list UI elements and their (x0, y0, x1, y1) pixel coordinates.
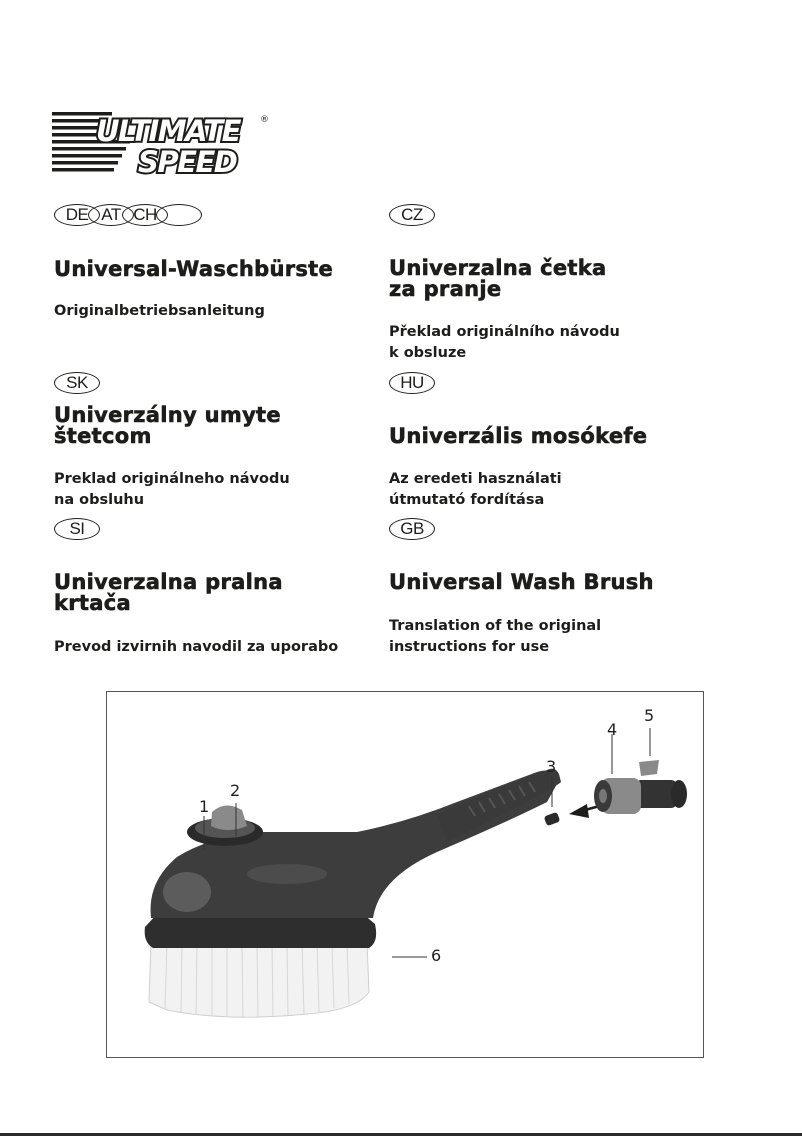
callout-1: 1 (199, 797, 210, 816)
svg-text:SPEED: SPEED (138, 145, 237, 176)
subtitle-gb (389, 616, 601, 658)
bristles-icon (149, 942, 369, 1017)
ultimate-speed-logo (52, 110, 272, 176)
country-badge-cz: CZ (389, 204, 435, 226)
title-cz (389, 258, 606, 300)
country-badge-hu: HU (389, 372, 435, 394)
country-badges-gb (389, 518, 435, 540)
subtitle-si: Prevod izvirnih navodil za uporabo (54, 639, 339, 655)
shutoff-lever-icon (639, 760, 659, 776)
subtitle-hu (389, 469, 562, 511)
hose-connector-icon (594, 760, 687, 814)
country-badges-sk (54, 372, 100, 394)
country-badge-gb: GB (389, 518, 435, 540)
callout-5: 5 (644, 706, 655, 725)
nozzle-icon (544, 812, 561, 826)
subtitle-sk-line2: na obsluhu (54, 492, 145, 508)
subtitle-de: Originalbetriebsanleitung (54, 303, 265, 319)
subtitle-hu-line2: útmutató fordítása (389, 492, 545, 508)
callout-3: 3 (546, 757, 557, 776)
callout-2: 2 (230, 781, 241, 800)
wash-brush-illustration (107, 692, 703, 1057)
logo-stripes-icon (52, 110, 272, 176)
brush-rim-icon (145, 914, 376, 948)
subtitle-sk-line1: Preklad originálneho návodu (54, 471, 290, 487)
callout-4: 4 (607, 720, 618, 739)
title-sk-line1: Univerzálny umyte (54, 403, 281, 427)
svg-text:®: ® (260, 115, 269, 125)
subtitle-gb-line2: instructions for use (389, 639, 550, 655)
callout-6: 6 (431, 946, 442, 965)
country-badge-at: AT (88, 204, 134, 226)
subtitle-gb-line1: Translation of the original (389, 618, 602, 634)
title-gb: Universal Wash Brush (389, 570, 654, 594)
subtitle-sk (54, 469, 290, 511)
country-badge-de: DE (54, 204, 100, 226)
country-badge-blank (156, 204, 202, 226)
title-cz-line2: za pranje (389, 277, 502, 301)
country-badges-hu (389, 372, 435, 394)
title-si (54, 572, 283, 614)
subtitle-cz (389, 322, 620, 364)
title-de: Universal-Waschbürste (54, 257, 334, 281)
country-badges-de-at-ch (54, 204, 202, 226)
country-badge-ch: CH (122, 204, 168, 226)
title-sk (54, 405, 281, 447)
country-badge-si: SI (54, 518, 100, 540)
title-hu: Univerzális mosókefe (389, 424, 648, 448)
title-cz-line1: Univerzalna četka (389, 256, 607, 280)
country-badges-si (54, 518, 100, 540)
title-si-line1: Univerzalna pralna (54, 570, 283, 594)
country-badges-cz (389, 204, 435, 226)
title-sk-line2: štetcom (54, 424, 152, 448)
title-si-line2: krtača (54, 591, 131, 615)
country-badge-sk: SK (54, 372, 100, 394)
subtitle-hu-line1: Az eredeti használati (389, 471, 562, 487)
product-figure (106, 691, 704, 1058)
svg-text:ULTIMATE: ULTIMATE (96, 114, 240, 148)
valve-knob-icon (211, 805, 247, 830)
subtitle-cz-line2: k obsluze (389, 345, 467, 361)
subtitle-cz-line1: Překlad originálního návodu (389, 324, 620, 340)
